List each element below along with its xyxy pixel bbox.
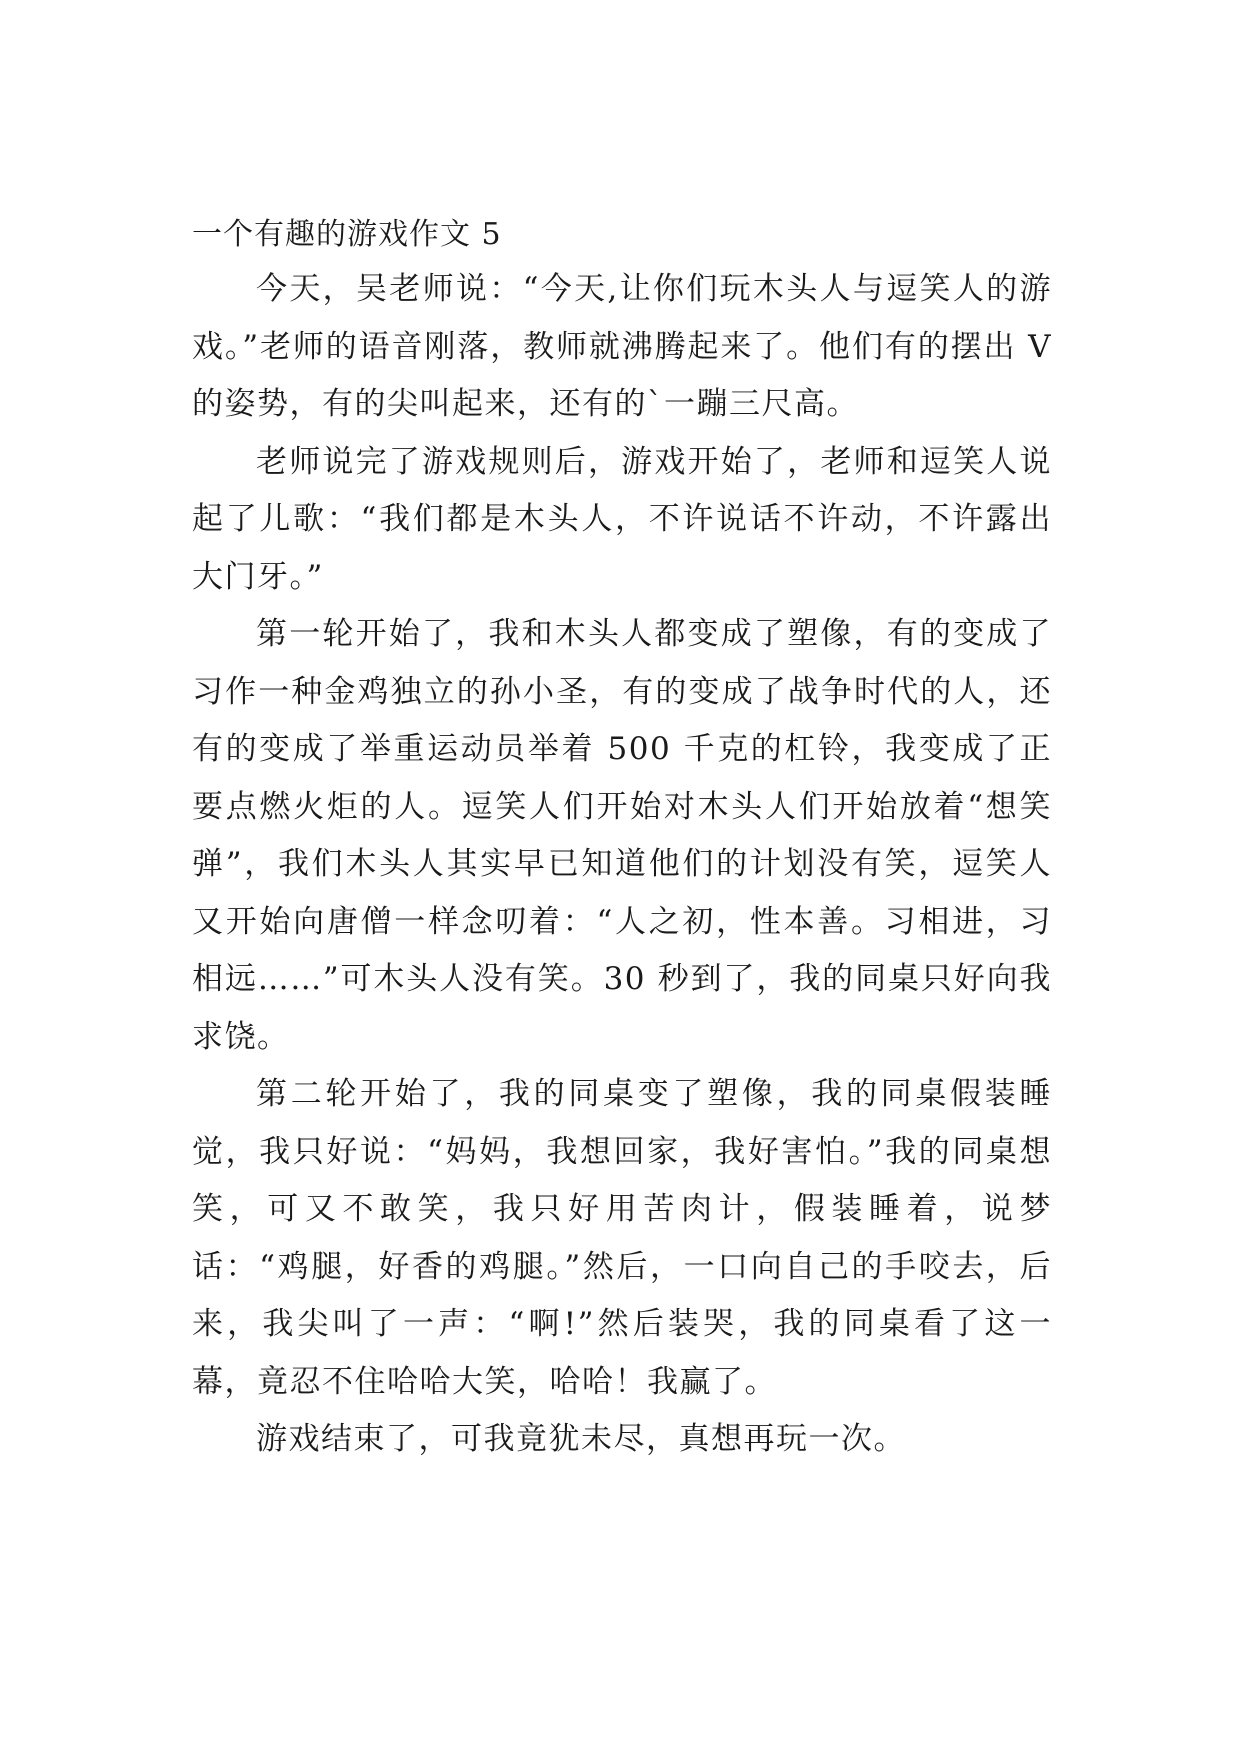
- document-title: 一个有趣的游戏作文 5: [192, 217, 502, 252]
- paragraph-2: 老师说完了游戏规则后，游戏开始了，老师和逗笑人说起了儿歌：“我们都是木头人，不许说话不许动，不许露出大门牙。”: [192, 443, 1052, 595]
- paragraph-4: 第二轮开始了，我的同桌变了塑像，我的同桌假装睡觉，我只好说：“妈妈，我想回家，我好害怕。”我的同桌想笑，可又不敢笑，我只好用苦肉计，假装睡着，说梦话：“鸡腿，好香的鸡腿。”然后，一口向自己的手咬去，后来，我尖叫了一声：“啊!”然后装哭，我的同桌看了这一幕，竟忍不住哈哈大笑，哈哈！我赢了。: [192, 1076, 1052, 1400]
- paragraph-1: 今天，吴老师说：“今天,让你们玩木头人与逗笑人的游戏。”老师的语音刚落，教师就沸腾起来了。他们有的摆出 V 的姿势，有的尖叫起来，还有的`一蹦三尺高。: [192, 271, 1052, 422]
- document-page: [192, 215, 1052, 1469]
- paragraph-3: 第一轮开始了，我和木头人都变成了塑像，有的变成了习作一种金鸡独立的孙小圣，有的变成了战争时代的人，还有的变成了举重运动员举着 500 千克的杠铃，我变成了正要点燃火炬的人。逗笑人们开始对木头人们开始放着“想笑弹”，我们木头人其实早已知道他们的计划没有笑，逗笑人又开始向唐僧一样念叨着：“人之初，性本善。习相进，习相远……”可木头人没有笑。30 秒到了，我的同桌只好向我求饶。: [192, 616, 1052, 1055]
- paragraph-5: 游戏结束了，可我竟犹未尽，真想再玩一次。: [256, 1421, 906, 1457]
